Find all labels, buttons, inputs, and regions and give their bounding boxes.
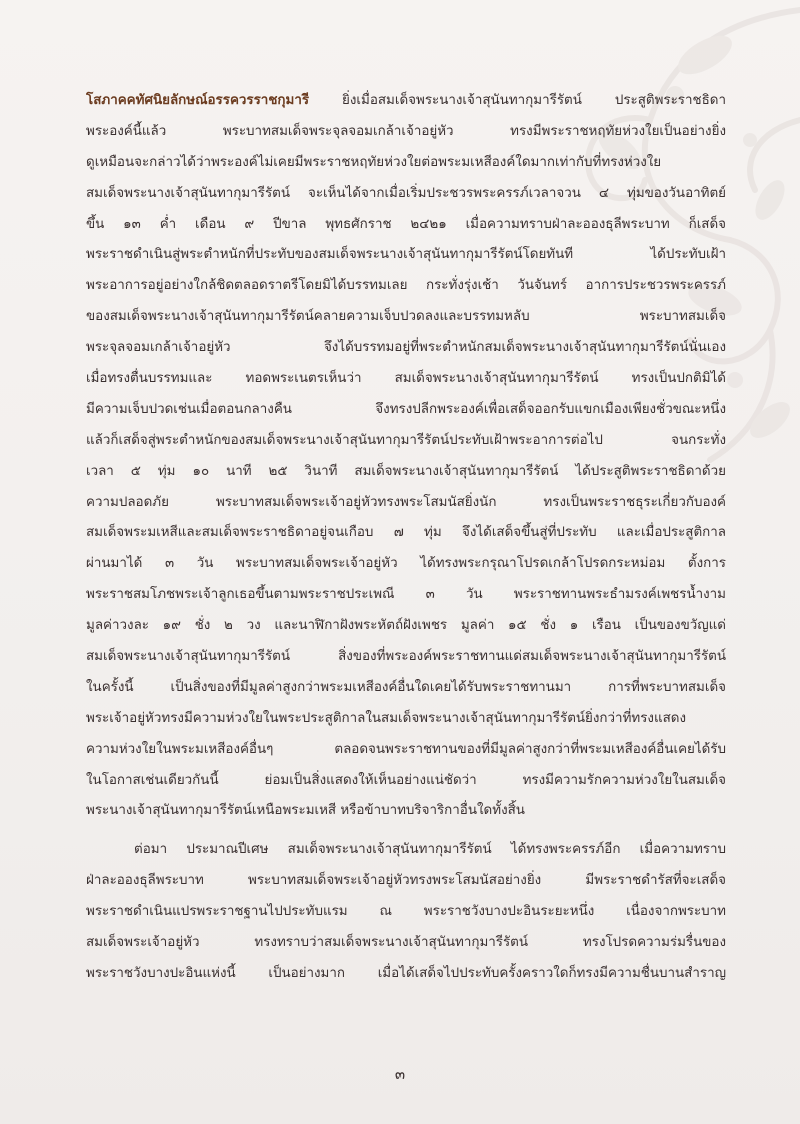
paragraph-1-line-1: โสภาคคทัศนิยลักษณ์อรรควรราชกุมารี ยิ่งเมื่อสมเด็จพระนางเจ้าสุนันทากุมารีรัตน์ ประสูติพระราชธิดา (86, 93, 726, 108)
body-text (86, 86, 726, 990)
paragraph-1-line-10: เมื่อทรงตื่นบรรทมและ ทอดพระเนตรเห็นว่า สมเด็จพระนางเจ้าสุนันทากุมารีรัตน์ ทรงเป็นปกติมิได้ (86, 371, 726, 387)
paragraph-2-line-1: ต่อมา ประมาณปีเศษ สมเด็จพระนางเจ้าสุนันทากุมารีรัตน์ ได้ทรงพระครรภ์อีก เมื่อความทราบ (134, 842, 726, 858)
paragraph-1-line-20: ในครั้งนี้ เป็นสิ่งของที่มีมูลค่าสูงกว่าพระมเหสีองค์อื่นใดเคยได้รับพระราชทานมา การที่พระบาทสมเด็จ (86, 679, 726, 695)
paragraph-1-line-8: ของสมเด็จพระนางเจ้าสุนันทากุมารีรัตน์คลายความเจ็บปวดลงและบรรทมหลับ พระบาทสมเด็จ (86, 309, 726, 325)
paragraph-1-line-22: ความห่วงใยในพระมเหสีองค์อื่นๆ ตลอดจนพระราชทานของที่มีมูลค่าสูงกว่าที่พระมเหสีองค์อื่นเคยได้รับ (86, 741, 726, 757)
paragraph-1-line-6: พระราชดำเนินสู่พระตำหนักที่ประทับของสมเด็จพระนางเจ้าสุนันทากุมารีรัตน์โดยทันที ได้ประทับเฝ้า (86, 247, 726, 263)
paragraph-gap (86, 827, 726, 835)
page-number: ๓ (394, 1065, 406, 1083)
paragraph-2-line-5: พระราชวังบางปะอินแห่งนี้ เป็นอย่างมาก เมื่อได้เสด็จไปประทับครั้งคราวใดก็ทรงมีความชื่นบานสำราญ (86, 965, 726, 981)
paragraph-1-line-7: พระอาการอยู่อย่างใกล้ชิดตลอดราตรีโดยมิได้บรรทมเลย กระทั่งรุ่งเช้า วันจันทร์ อาการประชวรพระครรภ์ (86, 278, 726, 294)
paragraph-1-line-16: ผ่านมาได้ ๓ วัน พระบาทสมเด็จพระเจ้าอยู่หัว ได้ทรงพระกรุณาโปรดเกล้าโปรดกระหม่อม ตั้งการ (86, 556, 726, 572)
paragraph-1-line-15: สมเด็จพระมเหสีและสมเด็จพระราชธิดาอยู่จนเกือบ ๗ ทุ่ม จึงได้เสด็จขึ้นสู่ที่ประทับ และเมื่อประสูติกาล (86, 525, 726, 541)
paragraph-2-line-2: ฝ่าละอองธุลีพระบาท พระบาทสมเด็จพระเจ้าอยู่หัวทรงพระโสมนัสอย่างยิ่ง มีพระราชดำรัสที่จะเสด็จ (86, 873, 726, 889)
paragraph-1-line-14: ความปลอดภัย พระบาทสมเด็จพระเจ้าอยู่หัวทรงพระโสมนัสยิ่งนัก ทรงเป็นพระราชธุระเกี่ยวกับองค์ (86, 494, 726, 510)
paragraph-1-line-9: พระจุลจอมเกล้าเจ้าอยู่หัว จึงได้บรรทมอยู่ที่พระตำหนักสมเด็จพระนางเจ้าสุนันทากุมารีรัตน์นั่นเอง (86, 340, 726, 356)
paragraph-2-line-3: พระราชดำเนินแปรพระราชฐานไปประทับแรม ณ พระราชวังบางปะอินระยะหนึ่ง เนื่องจากพระบาท (86, 904, 726, 920)
paragraph-1-line-12: แล้วก็เสด็จสู่พระตำหนักของสมเด็จพระนางเจ้าสุนันทากุมารีรัตน์ประทับเฝ้าพระอาการต่อไป จนกระทั่ง (86, 432, 726, 448)
paragraph-1-line-13: เวลา ๕ ทุ่ม ๑๐ นาที ๒๕ วินาที สมเด็จพระนางเจ้าสุนันทากุมารีรัตน์ ได้ประสูติพระราชธิดาด้วย (86, 463, 726, 479)
paragraph-1-line-21: พระเจ้าอยู่หัวทรงมีความห่วงใยในพระประสูติกาลในสมเด็จพระนางเจ้าสุนันทากุมารีรัตน์ยิ่งกว่าที่ทรงแสดง (86, 710, 686, 726)
paragraph-1-line-4: สมเด็จพระนางเจ้าสุนันทากุมารีรัตน์ จะเห็นได้จากเมื่อเริ่มประชวรพระครรภ์เวลาจวน ๔ ทุ่มของวันอาทิตย์ (86, 185, 726, 201)
paragraph-1-line-18: มูลค่าวงละ ๑๙ ชั่ง ๒ วง และนาฬิกาฝังพระหัตถ์ฝังเพชร มูลค่า ๑๕ ชั่ง ๑ เรือน เป็นของขวัญแด่ (86, 618, 726, 634)
paragraph-1-line-5: ขึ้น ๑๓ ค่ำ เดือน ๙ ปีขาล พุทธศักราช ๒๔๒๑ เมื่อความทราบฝ่าละอองธุลีพระบาท ก็เสด็จ (86, 216, 726, 232)
paragraph-1-line-11: มีความเจ็บปวดเช่นเมื่อตอนกลางคืน จึงทรงปลีกพระองค์เพื่อเสด็จออกรับแขกเมืองเพียงชั่วขณะหนึ่ง (86, 401, 726, 417)
paragraph-1-line-17: พระราชสมโภชพระเจ้าลูกเธอขึ้นตามพระราชประเพณี ๓ วัน พระราชทานพระธำมรงค์เพชรน้ำงาม (86, 587, 726, 603)
paragraph-1-line-24: พระนางเจ้าสุนันทากุมารีรัตน์เหนือพระมเหสี หรือข้าบาทบริจาริกาอื่นใดทั้งสิ้น (86, 803, 525, 819)
paragraph-1-line-2: พระองค์นี้แล้ว พระบาทสมเด็จพระจุลจอมเกล้าเจ้าอยู่หัว ทรงมีพระราชหฤทัยห่วงใยเป็นอย่างยิ่ง (86, 123, 726, 139)
paragraph-1-line-19: สมเด็จพระนางเจ้าสุนันทากุมารีรัตน์ สิ่งของที่พระองค์พระราชทานแด่สมเด็จพระนางเจ้าสุนันทากุมารีรัตน์ (86, 649, 726, 665)
paragraph-1-line-23: ในโอกาสเช่นเดียวกันนี้ ย่อมเป็นสิ่งแสดงให้เห็นอย่างแน่ชัดว่า ทรงมีความรักความห่วงใยในสมเด็จ (86, 772, 726, 788)
lead-title: โสภาคคทัศนิยลักษณ์อรรควรราชกุมารี (86, 93, 310, 108)
paragraph-2-line-4: สมเด็จพระเจ้าอยู่หัว ทรงทราบว่าสมเด็จพระนางเจ้าสุนันทากุมารีรัตน์ ทรงโปรดความร่มรื่นของ (86, 935, 726, 951)
paragraph-1-line-3: ดูเหมือนจะกล่าวได้ว่าพระองค์ไม่เคยมีพระราชหฤทัยห่วงใยต่อพระมเหสีองค์ใดมากเท่ากับที่ทรงห่วงใย (86, 154, 662, 170)
